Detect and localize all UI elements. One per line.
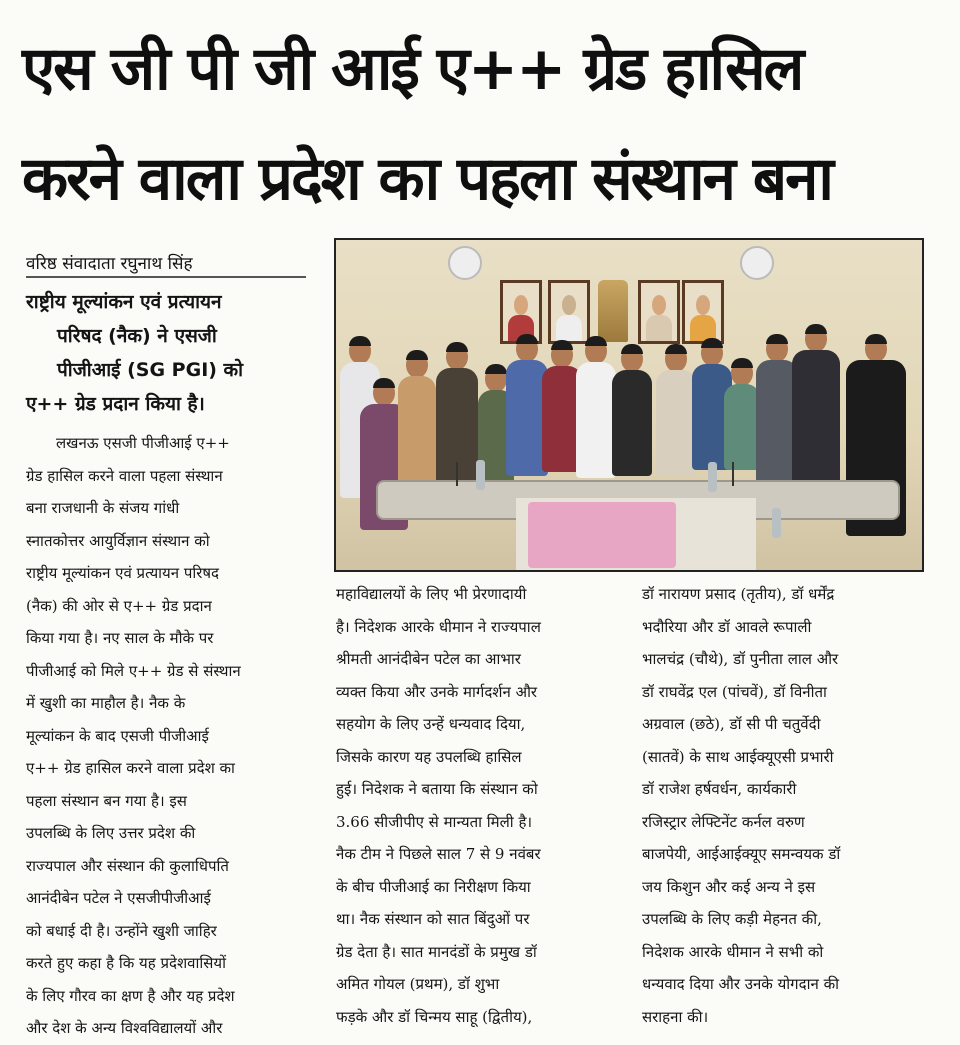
deck-line: ए++ ग्रेड प्रदान किया है। bbox=[26, 393, 205, 415]
text-line: धन्यवाद दिया और उनके योगदान की bbox=[642, 975, 839, 993]
text-line: उपलब्धि के लिए उत्तर प्रदेश की bbox=[26, 824, 196, 842]
text-line: सराहना की। bbox=[642, 1007, 709, 1026]
text-line: को बधाई दी है। उन्होंने खुशी जाहिर bbox=[26, 921, 217, 940]
text-line: 3.66 सीजीपीए से मान्यता मिली है। bbox=[336, 812, 533, 831]
text-line: करते हुए कहा है कि यह प्रदेशवासियों bbox=[26, 954, 227, 972]
text-line: ग्रेड हासिल करने वाला पहला संस्थान bbox=[26, 466, 223, 485]
text-line: श्रीमती आनंदीबेन पटेल का आभार bbox=[336, 650, 521, 668]
text-line: अग्रवाल (छठे), डॉ सी पी चतुर्वेदी bbox=[642, 715, 821, 733]
text-line: बना राजधानी के संजय गांधी bbox=[26, 499, 180, 517]
text-line: उपलब्धि के लिए कड़ी मेहनत की, bbox=[642, 910, 822, 928]
wall-fan bbox=[448, 246, 482, 280]
text-line: निदेशक आरके धीमान ने सभी को bbox=[642, 942, 824, 961]
text-line: भालचंद्र (चौथे), डॉ पुनीता लाल और bbox=[642, 650, 839, 668]
text-line: भदौरिया और डॉ आवले रूपाली bbox=[642, 617, 812, 636]
text-line: है। निदेशक आरके धीमान ने राज्यपाल bbox=[336, 617, 541, 636]
headline-line-1: एस जी पी जी आई ए++ ग्रेड हासिल bbox=[22, 34, 803, 104]
deck-line: परिषद (नैक) ने एसजी bbox=[57, 325, 217, 347]
byline: वरिष्ठ संवादाता रघुनाथ सिंह bbox=[26, 252, 306, 278]
text-line: किया गया है। नए साल के मौके पर bbox=[26, 629, 214, 647]
text-line: स्नातकोत्तर आयुर्विज्ञान संस्थान को bbox=[26, 531, 210, 550]
headline-line-2: करने वाला प्रदेश का पहला संस्थान बना bbox=[22, 144, 832, 214]
deck-line: पीजीआई (SG PGI) को bbox=[57, 359, 244, 381]
person bbox=[576, 338, 616, 478]
deck-line: राष्ट्रीय मूल्यांकन एवं प्रत्यायन bbox=[26, 291, 222, 313]
wall-fan bbox=[740, 246, 774, 280]
article-column-3 bbox=[642, 578, 932, 1033]
text-line: मूल्यांकन के बाद एसजी पीजीआई bbox=[26, 726, 209, 745]
person bbox=[792, 326, 840, 496]
text-line: हुई। निदेशक ने बताया कि संस्थान को bbox=[336, 780, 538, 798]
text-line: (नैक) की ओर से ए++ ग्रेड प्रदान bbox=[26, 596, 212, 615]
text-line: डॉ राघवेंद्र एल (पांचवें), डॉ विनीता bbox=[642, 682, 827, 701]
text-line: ए++ ग्रेड हासिल करने वाला प्रदेश का bbox=[26, 759, 235, 777]
news-photo bbox=[334, 238, 924, 572]
text-line: आनंदीबेन पटेल ने एसजीपीजीआई bbox=[26, 889, 211, 907]
text-line: और देश के अन्य विश्वविद्यालयों और bbox=[26, 1019, 223, 1037]
text-line: था। नैक संस्थान को सात बिंदुओं पर bbox=[336, 910, 530, 928]
water-bottle bbox=[476, 460, 485, 490]
text-line: लखनऊ एसजी पीजीआई ए++ bbox=[56, 434, 230, 452]
text-line: जिसके कारण यह उपलब्धि हासिल bbox=[336, 747, 522, 766]
text-line: राष्ट्रीय मूल्यांकन एवं प्रत्यायन परिषद bbox=[26, 564, 219, 582]
text-line: (सातवें) के साथ आईक्यूएसी प्रभारी bbox=[642, 747, 834, 766]
text-line: बाजपेयी, आईआईक्यूए समन्वयक डॉ bbox=[642, 845, 841, 863]
microphone bbox=[732, 462, 734, 486]
person bbox=[724, 360, 760, 470]
wall-portrait bbox=[548, 280, 590, 344]
article-column-2 bbox=[336, 578, 618, 1033]
article-column-1 bbox=[26, 427, 308, 1045]
deck-summary bbox=[26, 285, 306, 421]
text-line: के लिए गौरव का क्षण है और यह प्रदेश bbox=[26, 986, 235, 1005]
text-line: राज्यपाल और संस्थान की कुलाधिपति bbox=[26, 856, 229, 875]
water-bottle bbox=[772, 508, 781, 538]
text-line: ग्रेड देता है। सात मानदंडों के प्रमुख डॉ bbox=[336, 942, 537, 961]
text-line: में खुशी का माहौल है। नैक के bbox=[26, 694, 186, 712]
text-line: डॉ राजेश हर्षवर्धन, कार्यकारी bbox=[642, 780, 797, 798]
text-line: रजिस्ट्रार लेफ्टिनेंट कर्नल वरुण bbox=[642, 812, 805, 831]
person bbox=[612, 346, 652, 476]
wall-portrait bbox=[638, 280, 680, 344]
text-line: नैक टीम ने पिछले साल 7 से 9 नवंबर bbox=[336, 845, 541, 863]
text-line: जय किशुन और कई अन्य ने इस bbox=[642, 877, 816, 896]
text-line: सहयोग के लिए उन्हें धन्यवाद दिया, bbox=[336, 715, 526, 733]
pink-cloth bbox=[528, 502, 676, 568]
text-line: के बीच पीजीआई का निरीक्षण किया bbox=[336, 877, 531, 896]
water-bottle bbox=[708, 462, 717, 492]
emblem bbox=[598, 280, 628, 342]
person bbox=[656, 346, 696, 476]
text-line: डॉ नारायण प्रसाद (तृतीय), डॉ धर्मेंद्र bbox=[642, 585, 835, 603]
text-line: पीजीआई को मिले ए++ ग्रेड से संस्थान bbox=[26, 661, 241, 680]
text-line: फड़के और डॉ चिन्मय साहू (द्वितीय), bbox=[336, 1007, 533, 1026]
microphone bbox=[456, 462, 458, 486]
text-line: व्यक्त किया और उनके मार्गदर्शन और bbox=[336, 682, 538, 701]
text-line: पहला संस्थान बन गया है। इस bbox=[26, 791, 187, 810]
text-line: महाविद्यालयों के लिए भी प्रेरणादायी bbox=[336, 585, 527, 603]
text-line: अमित गोयल (प्रथम), डॉ शुभा bbox=[336, 975, 500, 993]
wall-portrait bbox=[682, 280, 724, 344]
